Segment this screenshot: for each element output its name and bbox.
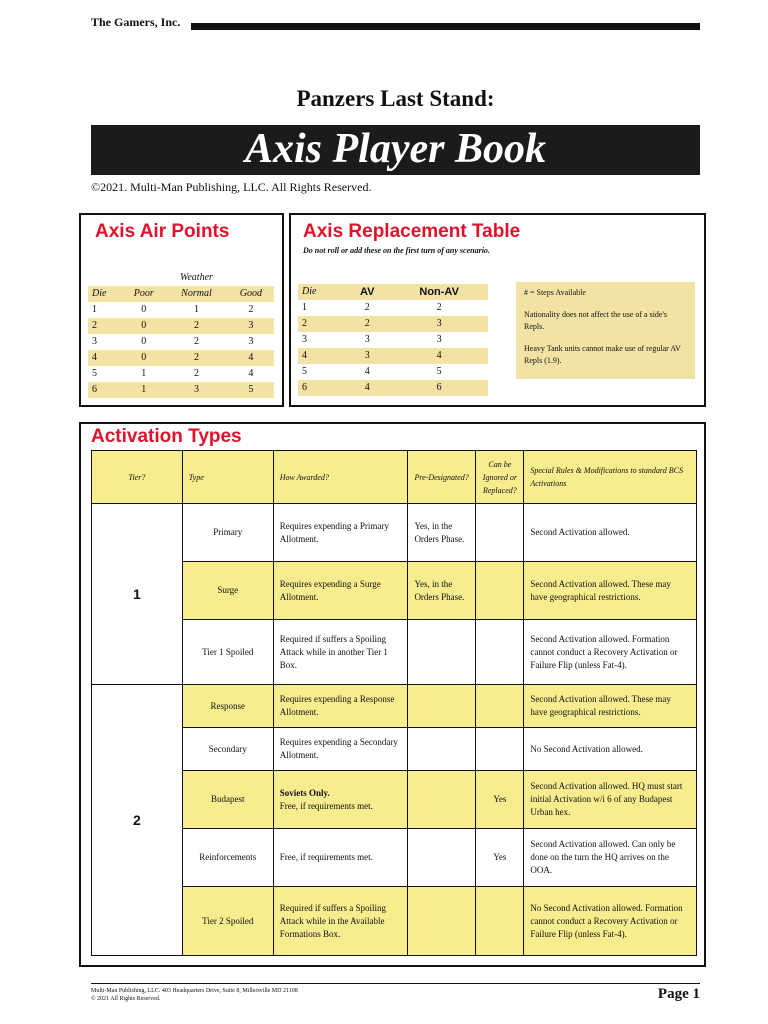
tier-2-cell: 2	[92, 685, 183, 956]
type-cell: Budapest	[182, 771, 273, 829]
pre-cell: Yes, in the Orders Phase.	[408, 562, 476, 620]
table-cell: 3	[436, 318, 442, 329]
title-bar	[91, 125, 700, 175]
table-row	[92, 887, 697, 956]
table-row	[92, 728, 697, 771]
how-text: Free, if requirements met.	[279, 852, 373, 862]
table-row	[92, 620, 697, 685]
document-title: Axis Player Book	[245, 126, 546, 172]
col-non-av: Non-AV	[419, 286, 459, 298]
how-cell	[273, 562, 408, 620]
table-cell: 2	[364, 302, 370, 313]
pre-cell	[408, 728, 476, 771]
how-cell	[273, 685, 408, 728]
table-row	[88, 302, 274, 318]
special-cell: Second Activation allowed. Can only be done on the turn the HQ arrives on the OOA.	[524, 829, 697, 887]
special-cell: Second Activation allowed.	[524, 504, 697, 562]
replacement-table	[298, 284, 488, 396]
table-cell: 6	[436, 382, 442, 393]
replacement-box	[289, 213, 706, 407]
replacement-title: Axis Replacement Table	[303, 221, 521, 242]
table-cell: 3	[436, 334, 442, 345]
activation-title: Activation Types	[91, 426, 242, 447]
table-row	[92, 562, 697, 620]
table-cell: 3	[193, 384, 199, 395]
table-row	[92, 771, 697, 829]
table-cell: 1	[92, 304, 97, 315]
special-cell: Second Activation allowed. Formation cannot conduct a Recovery Activation or Failure Flip (unless Fat-4).	[524, 620, 697, 685]
how-text: Free, if requirements met.	[279, 800, 373, 811]
header-rule	[191, 23, 700, 30]
replacement-note: Do not roll or add these on the first turn of any scenario.	[303, 246, 490, 255]
table-cell: 5	[436, 366, 442, 377]
table-row	[298, 332, 488, 348]
how-cell	[273, 504, 408, 562]
table-cell: 3	[302, 334, 307, 345]
table-cell: 1	[141, 368, 147, 379]
header-pre: Pre-Designated?	[408, 451, 476, 504]
note-heavy-tank: Heavy Tank units cannot make use of regular AV Repls (1.9).	[524, 344, 681, 365]
col-poor: Poor	[133, 288, 154, 299]
table-cell: 3	[248, 336, 254, 347]
air-points-weather-row	[88, 270, 274, 286]
activation-header-row	[92, 451, 697, 504]
how-cell	[273, 728, 408, 771]
weather-label: Weather	[179, 272, 213, 283]
table-row	[92, 504, 697, 562]
table-cell: 4	[92, 352, 97, 363]
table-cell: 4	[436, 350, 442, 361]
type-cell: Secondary	[182, 728, 273, 771]
table-cell: 6	[92, 384, 97, 395]
table-cell: 0	[141, 320, 147, 331]
table-row	[298, 380, 488, 396]
pre-cell	[408, 685, 476, 728]
header-special: Special Rules & Modifications to standard BCS Activations	[524, 451, 697, 504]
table-row	[92, 829, 697, 887]
air-points-table	[88, 270, 274, 398]
air-points-title: Axis Air Points	[95, 221, 230, 242]
table-cell: 1	[302, 302, 307, 313]
table-cell: 2	[302, 318, 307, 329]
table-cell: 6	[302, 382, 307, 393]
special-cell: Second Activation allowed. These may have geographical restrictions.	[524, 562, 697, 620]
table-cell: 3	[364, 334, 370, 345]
table-row	[92, 685, 697, 728]
table-cell: 4	[302, 350, 307, 361]
table-cell: 4	[364, 382, 370, 393]
table-cell: 4	[364, 366, 370, 377]
table-row	[88, 334, 274, 350]
ignored-cell: Yes	[476, 771, 524, 829]
table-cell: 2	[436, 302, 442, 313]
activation-box	[79, 422, 706, 967]
special-cell: Second Activation allowed. These may have geographical restrictions.	[524, 685, 697, 728]
table-row	[88, 350, 274, 366]
table-row	[298, 300, 488, 316]
note-steps: # = Steps Available	[524, 288, 586, 297]
how-cell	[273, 829, 408, 887]
table-cell: 2	[193, 320, 199, 331]
table-cell: 3	[92, 336, 97, 347]
table-row	[88, 318, 274, 334]
table-cell: 4	[248, 368, 254, 379]
table-row	[298, 316, 488, 332]
how-text: Requires expending a Primary Allotment.	[279, 520, 389, 544]
table-cell: 0	[141, 352, 147, 363]
table-cell: 4	[248, 352, 254, 363]
ignored-cell	[476, 620, 524, 685]
pre-cell	[408, 829, 476, 887]
how-text: Required if suffers a Spoiling Attack while in another Tier 1 Box.	[279, 633, 388, 670]
pre-cell	[408, 887, 476, 956]
activation-table	[91, 450, 697, 956]
table-cell: 5	[302, 366, 307, 377]
col-good: Good	[239, 288, 262, 299]
special-cell: No Second Activation allowed. Formation cannot conduct a Recovery Activation or Failure Flip (unless Fat-4).	[524, 887, 697, 956]
pre-cell: Yes, in the Orders Phase.	[408, 504, 476, 562]
ignored-cell	[476, 728, 524, 771]
replacement-notes	[516, 282, 695, 379]
how-emphasis: Soviets Only.	[279, 787, 330, 798]
header-ignored: Can be Ignored or Replaced?	[476, 451, 524, 504]
note-nationality: Nationality does not affect the use of a side's Repls.	[524, 310, 668, 331]
table-cell: 2	[193, 368, 199, 379]
tier-1-cell: 1	[92, 504, 183, 685]
page-number: Page 1	[657, 986, 700, 1002]
document-subtitle: Panzers Last Stand:	[296, 86, 495, 111]
table-cell: 2	[248, 304, 254, 315]
table-cell: 0	[141, 336, 147, 347]
col-normal: Normal	[181, 288, 212, 299]
table-cell: 5	[92, 368, 97, 379]
table-cell: 2	[92, 320, 97, 331]
header-tier: Tier?	[92, 451, 183, 504]
how-text: Requires expending a Surge Allotment.	[279, 578, 381, 602]
ignored-cell: Yes	[476, 829, 524, 887]
special-cell: No Second Activation allowed.	[524, 728, 697, 771]
type-cell: Tier 2 Spoiled	[182, 887, 273, 956]
how-text: Required if suffers a Spoiling Attack while in the Available Formations Box.	[279, 902, 387, 939]
table-row	[88, 366, 274, 382]
how-text: Requires expending a Secondary Allotment.	[279, 737, 398, 760]
special-cell: Second Activation allowed. HQ must start initial Activation w/i 6 of any Budapest Urban hex.	[524, 771, 697, 829]
header-type: Type	[182, 451, 273, 504]
pre-cell	[408, 620, 476, 685]
air-points-box	[79, 213, 284, 407]
air-points-header-row	[88, 286, 274, 302]
type-cell: Tier 1 Spoiled	[182, 620, 273, 685]
how-text: Requires expending a Response Allotment.	[279, 694, 395, 717]
col-die: Die	[302, 286, 317, 297]
ignored-cell	[476, 685, 524, 728]
footer-address: Multi-Man Publishing, LLC. 403 Headquarters Drive, Suite 8, Millersville MD 21108	[91, 988, 298, 994]
table-cell: 3	[364, 350, 370, 361]
table-row	[88, 382, 274, 398]
replacement-header-row	[298, 284, 488, 300]
table-cell: 0	[141, 304, 147, 315]
header-how: How Awarded?	[273, 451, 408, 504]
table-cell: 2	[193, 336, 199, 347]
copyright-line: ©2021. Multi-Man Publishing, LLC. All Rights Reserved.	[91, 180, 372, 194]
publisher-name: The Gamers, Inc.	[91, 15, 181, 29]
table-cell: 3	[248, 320, 254, 331]
type-cell: Primary	[182, 504, 273, 562]
table-cell: 1	[141, 384, 147, 395]
col-av: AV	[359, 286, 375, 298]
col-die: Die	[92, 288, 107, 299]
footer-address-block	[91, 987, 298, 1003]
type-cell: Response	[182, 685, 273, 728]
table-row	[298, 348, 488, 364]
table-row	[298, 364, 488, 380]
pre-cell	[408, 771, 476, 829]
ignored-cell	[476, 562, 524, 620]
footer-rights: © 2021 All Rights Reserved.	[91, 996, 161, 1002]
type-cell: Reinforcements	[182, 829, 273, 887]
ignored-cell	[476, 504, 524, 562]
ignored-cell	[476, 887, 524, 956]
table-cell: 2	[193, 352, 199, 363]
how-cell	[273, 887, 408, 956]
type-cell: Surge	[182, 562, 273, 620]
footer-rule	[91, 983, 700, 984]
how-cell	[273, 771, 408, 829]
table-cell: 2	[364, 318, 370, 329]
how-cell	[273, 620, 408, 685]
table-cell: 1	[193, 304, 199, 315]
table-cell: 5	[248, 384, 254, 395]
